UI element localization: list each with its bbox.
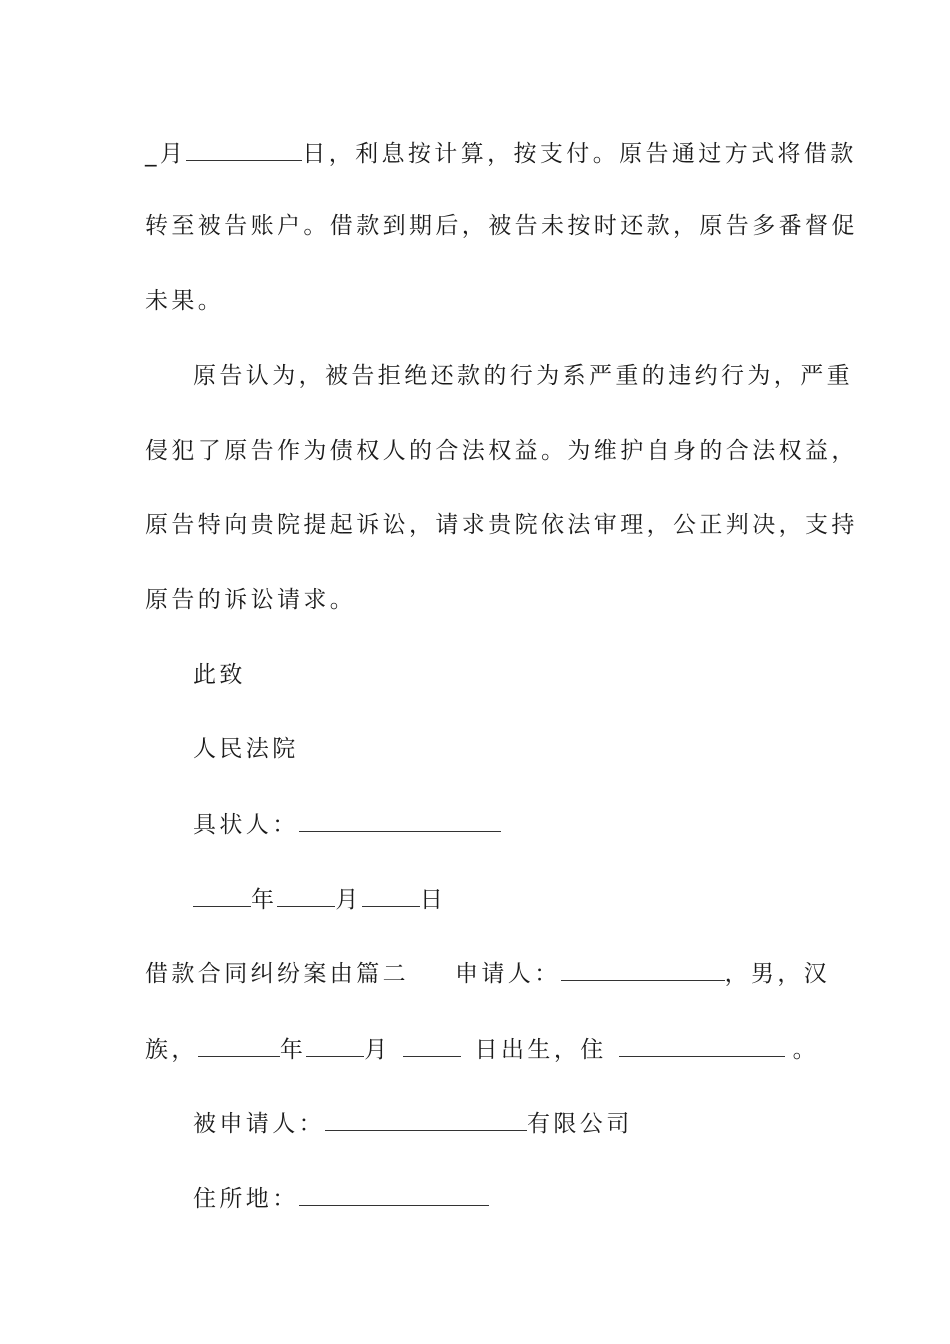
part2-line1 [145,958,831,989]
ethnicity-text: 族， [145,1037,198,1063]
address-label: 住所地： [193,1186,299,1212]
signer-line [193,809,807,840]
signer-label: 具状人： [193,812,299,838]
address-line [193,1183,807,1214]
respondent-blank [325,1108,527,1131]
day-blank [186,138,302,161]
para1-line1-start: _月 [145,141,187,167]
date-line [193,884,807,915]
part2-line2 [145,1034,820,1065]
para1-line1 [145,138,857,169]
para1-line1-rest: 日，利息按计算，按支付。原告通过方式将借款 [302,141,857,167]
birth-year-label: 年 [279,1037,307,1063]
para1-line3: 未果。 [145,288,225,314]
para2-line2: 侵犯了原告作为债权人的合法权益。为维护自身的合法权益， [145,438,858,464]
respondent-label: 被申请人： [193,1111,325,1137]
born-text: 日出生，住 [474,1037,607,1063]
year-label: 年 [251,887,278,913]
para1-line2: 转至被告账户。借款到期后，被告未按时还款，原告多番督促 [145,213,858,239]
section-title: 借款合同纠纷案由篇二 [145,961,409,987]
applicant-suffix: ，男，汉 [724,961,831,987]
birth-day-blank [403,1034,461,1057]
line-end: 。 [792,1037,820,1063]
birth-month-blank [306,1034,364,1057]
para2-line1: 原告认为，被告拒绝还款的行为系严重的违约行为，严重 [193,363,853,389]
respondent-line [193,1108,807,1139]
applicant-label: 申请人： [455,961,561,987]
year-blank [193,884,251,907]
birth-year-blank [198,1034,280,1057]
salutation: 此致 [193,662,246,688]
day-label: 日 [419,887,447,913]
court-name: 人民法院 [193,736,299,762]
para2-line3: 原告特向贵院提起诉讼，请求贵院依法审理，公正判决，支持 [145,512,858,538]
month-blank [277,884,335,907]
para2-line4: 原告的诉讼请求。 [145,587,357,613]
applicant-blank [561,958,725,981]
month-label: 月 [335,887,362,913]
residence-blank [619,1034,785,1057]
birth-month-label: 月 [364,1037,391,1063]
signer-blank [299,809,501,832]
respondent-suffix: 有限公司 [527,1111,633,1137]
day-blank [362,884,420,907]
address-blank [299,1183,489,1206]
